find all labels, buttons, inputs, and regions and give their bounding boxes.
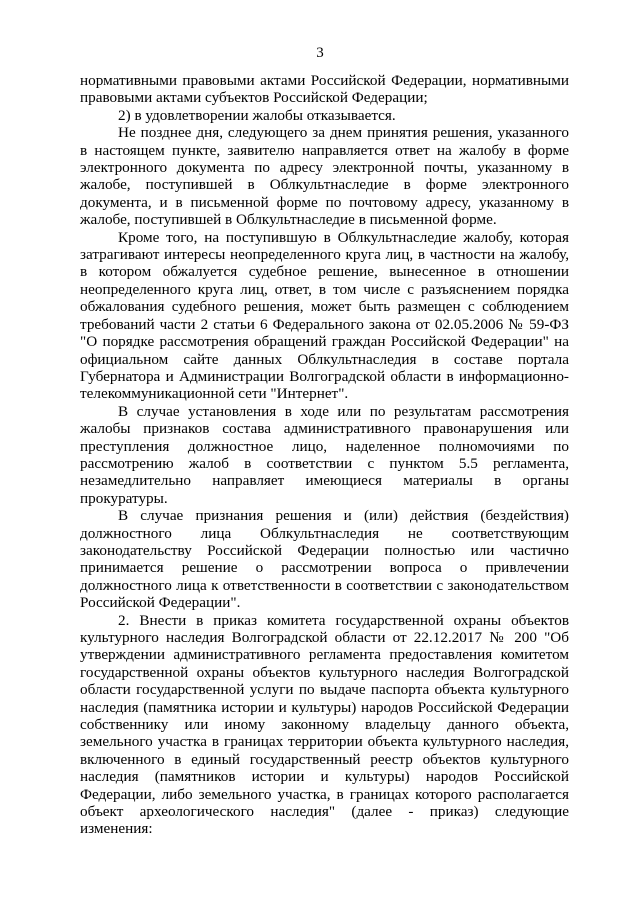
paragraph-prosecutor: В случае установления в ходе или по результатам рассмотрения жалобы признаков состава административного правонарушения или преступления должностное лицо, наделенное полномочиями по рассмотрению жалоб в соответствии с пунктом 5.5 регламента, незамедлительно направляет имеющиеся материалы в органы прокуратуры. — [80, 402, 569, 507]
paragraph-publication: Кроме того, на поступившую в Облкультнаследие жалобу, которая затрагивают интересы неопределенного круга лиц, в частности на жалобу, в котором обжалуется судебное решение, вынесенное в отношении неопределенного круга лиц, ответ, в том числе с разъяснением порядка обжалования судебного решения, может быть размещен с соблюдением требований части 2 статьи 6 Федерального закона от 02.05.2006 № 59-ФЗ "О порядке рассмотрения обращений граждан Российской Федерации" на официальном сайте данных Облкультнаследия в составе портала Губернатора и Администрации Волгоградской области в информационно-телекоммуникационной сети "Интернет". — [80, 228, 569, 403]
paragraph-continuation: нормативными правовыми актами Российской Федерации, нормативными правовыми актами субъектов Российской Федерации; — [80, 72, 569, 107]
paragraph-liability: В случае признания решения и (или) действия (бездействия) должностного лица Облкультнаследия не соответствующим законодательству Российской Федерации полностью или частично принимается решение о рассмотрении вопроса о привлечении должностного лица к ответственности в соответствии с законодательством Российской Федерации". — [80, 507, 569, 612]
page-number: 3 — [316, 45, 324, 61]
paragraph-item-2: 2) в удовлетворении жалобы отказывается. — [118, 106, 396, 124]
paragraph-response-deadline: Не позднее дня, следующего за днем принятия решения, указанного в настоящем пункте, заявителю направляется ответ на жалобу в форме электронного документа по адресу электронной почты, указанному в жалобе, поступившей в Облкультнаследие в форме электронного документа, и в письменной форме по почтовому адресу, указанному в жалобе, поступившей в Облкультнаследие в письменной форме. — [80, 124, 569, 229]
paragraph-amendment: 2. Внести в приказ комитета государственной охраны объектов культурного наследия Волгоградской области от 22.12.2017 № 200 "Об утверждении административного регламента предоставления комитетом государственной охраны объектов культурного наследия Волгоградской области государственной услуги по выдаче паспорта объекта культурного наследия (памятника истории и культуры) народов Российской Федерации собственнику или иному законному владельцу данного объекта, земельного участка в границах территории объекта культурного наследия, включенного в единый государственный реестр объектов культурного наследия (памятников истории и культуры) народов Российской Федерации, либо земельного участка, в границах которого располагается объект археологического наследия" (далее - приказ) следующие изменения: — [80, 611, 569, 838]
document-body — [80, 72, 569, 838]
